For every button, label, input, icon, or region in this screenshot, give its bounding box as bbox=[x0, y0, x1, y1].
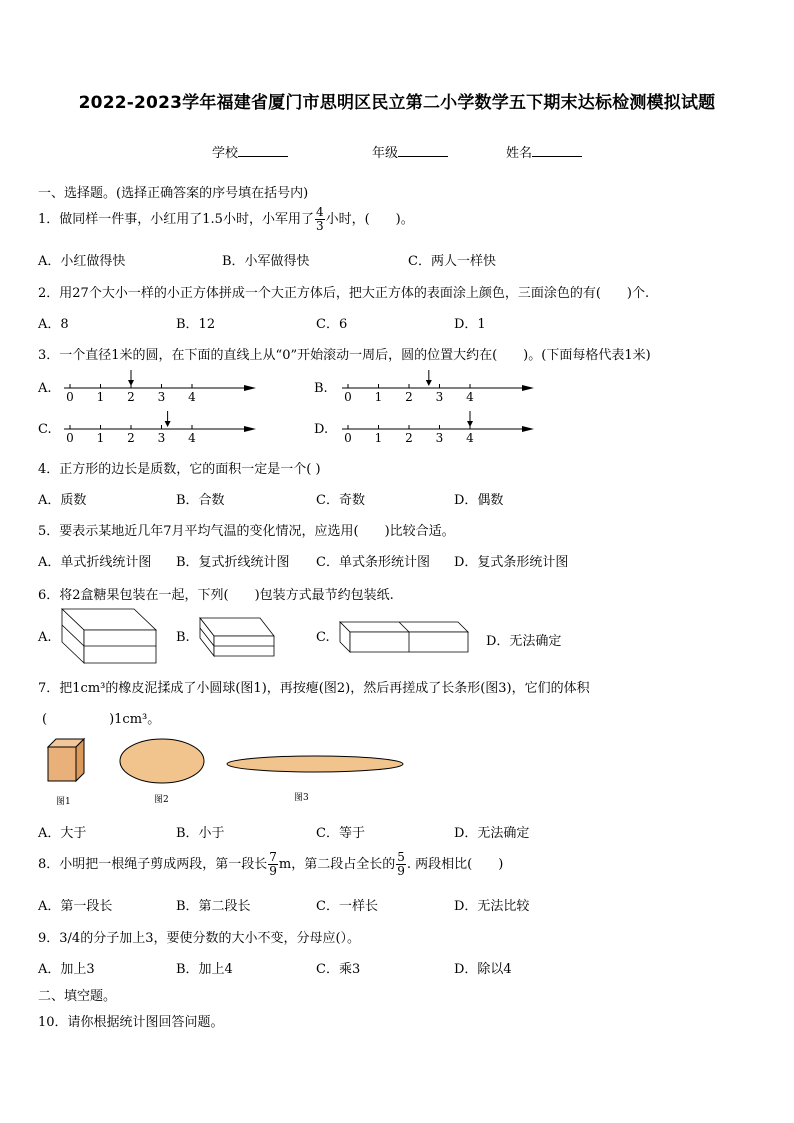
q8-text-post: . 两段相比( ) bbox=[406, 857, 504, 872]
question-3: 3．一个直径1米的圆，在下面的直线上从“0”开始滚动一周后，圆的位置大约在( )。(下面每格代表1米) bbox=[38, 348, 651, 363]
q6-box-a-figure bbox=[58, 608, 158, 666]
tick-label: 4 bbox=[188, 390, 196, 404]
tick-label: 4 bbox=[466, 390, 474, 404]
question-8 bbox=[38, 851, 503, 879]
tick-label: 0 bbox=[66, 431, 74, 445]
grade-field bbox=[372, 142, 448, 161]
q1-option-a: A．小红做得快 bbox=[38, 254, 126, 269]
question-7: 7．把1cm³的橡皮泥揉成了小圆球(图1)，再按瘪(图2)，然后再搓成了长条形(图3)，它们的体积 bbox=[38, 681, 590, 696]
q8-frac2-num: 5 bbox=[397, 850, 405, 864]
q5-option-b: B．复式折线统计图 bbox=[176, 555, 290, 570]
grade-label: 年级 bbox=[372, 146, 399, 161]
axis-arrowhead bbox=[522, 385, 534, 391]
q7-cube-figure bbox=[44, 737, 86, 783]
q8-option-d: D．无法比较 bbox=[454, 899, 530, 914]
q7-text-post: )1cm³。 bbox=[109, 712, 161, 727]
q3-number-line-c bbox=[64, 409, 264, 445]
q7-option-d: D．无法确定 bbox=[454, 826, 530, 841]
q2-option-b: B．12 bbox=[176, 317, 216, 332]
q8-option-a: A．第一段长 bbox=[38, 899, 113, 914]
tick-label: 1 bbox=[96, 390, 105, 404]
axis-arrowhead bbox=[244, 426, 256, 432]
q7-line-2 bbox=[42, 708, 160, 727]
tick-label: 2 bbox=[405, 431, 413, 445]
section-2-heading: 二、填空题。 bbox=[38, 989, 117, 1004]
q7-flattened-figure bbox=[118, 737, 206, 785]
question-1 bbox=[38, 206, 414, 234]
question-10: 10．请你根据统计图回答问题。 bbox=[38, 1015, 224, 1030]
q9-option-b: B．加上4 bbox=[176, 962, 233, 977]
question-2: 2．用27个大小一样的小正方体拼成一个大正方体后，把大正方体的表面涂上颜色，三面涂色的有( )个. bbox=[38, 286, 650, 301]
position-arrow-head bbox=[426, 380, 432, 386]
tick-label: 3 bbox=[157, 431, 166, 445]
school-label: 学校 bbox=[212, 146, 239, 161]
q1-text-pre: 1．做同样一件事，小红用了1.5小时，小军用了 bbox=[38, 212, 314, 227]
question-9: 9．3/4的分子加上3，要使分数的大小不变，分母应(）。 bbox=[38, 931, 361, 946]
q7-option-a: A．大于 bbox=[38, 826, 87, 841]
q8-text-pre: 8．小明把一根绳子剪成两段，第一段长 bbox=[38, 857, 268, 872]
axis-arrowhead bbox=[522, 426, 534, 432]
q6-option-a: A. bbox=[38, 630, 52, 645]
q6-option-c: C. bbox=[316, 630, 330, 645]
q6-box-b-figure bbox=[198, 616, 278, 658]
q1-text-post: 小时，( )。 bbox=[325, 212, 414, 227]
q6-option-d: D．无法确定 bbox=[486, 634, 562, 649]
q3-option-b-label: B. bbox=[314, 381, 328, 396]
q8-frac1-den: 9 bbox=[269, 864, 277, 878]
q7-option-c: C．等于 bbox=[316, 826, 365, 841]
tick-label: 1 bbox=[96, 431, 105, 445]
question-6: 6．将2盒糖果包装在一起，下列( )包装方式最节约包装纸. bbox=[38, 588, 394, 603]
tick-label: 0 bbox=[66, 390, 74, 404]
question-4: 4．正方形的边长是质数，它的面积一定是一个( ) bbox=[38, 462, 321, 477]
tick-label: 3 bbox=[157, 390, 166, 404]
q6-option-b: B. bbox=[176, 630, 190, 645]
tick-label: 2 bbox=[127, 390, 135, 404]
q4-option-a: A．质数 bbox=[38, 493, 87, 508]
school-field bbox=[212, 142, 288, 161]
q7-option-b: B．小于 bbox=[176, 826, 225, 841]
question-5: 5．要表示某地近几年7月平均气温的变化情况，应选用( )比较合适。 bbox=[38, 524, 455, 539]
q6-box-c-figure bbox=[338, 620, 470, 654]
q4-option-c: C．奇数 bbox=[316, 493, 365, 508]
q8-frac1-num: 7 bbox=[269, 850, 277, 864]
q1-fraction bbox=[315, 206, 325, 233]
q7-fig1-caption: 图1 bbox=[56, 797, 71, 807]
q4-option-b: B．合数 bbox=[176, 493, 225, 508]
q1-frac-den: 3 bbox=[315, 219, 324, 233]
q8-fraction-2 bbox=[396, 851, 406, 878]
q1-option-b: B．小军做得快 bbox=[222, 254, 310, 269]
q3-option-c-label: C. bbox=[38, 422, 52, 437]
q8-frac2-den: 9 bbox=[397, 864, 405, 878]
tick-label: 4 bbox=[466, 431, 474, 445]
tick-label: 4 bbox=[188, 431, 196, 445]
q2-option-d: D．1 bbox=[454, 317, 486, 332]
q3-number-line-a bbox=[64, 368, 264, 404]
q7-fig3-caption: 图3 bbox=[294, 793, 309, 803]
name-label: 姓名 bbox=[506, 146, 533, 161]
q7-bracket-open: ( bbox=[42, 712, 48, 727]
position-arrow-head bbox=[128, 380, 134, 386]
position-arrow-head bbox=[165, 421, 171, 427]
q7-long-strip-figure bbox=[226, 754, 404, 774]
q5-option-c: C．单式条形统计图 bbox=[316, 555, 430, 570]
q8-option-c: C．一样长 bbox=[316, 899, 378, 914]
tick-label: 1 bbox=[374, 390, 383, 404]
position-arrow-head bbox=[467, 421, 473, 427]
q3-number-line-d bbox=[342, 409, 542, 445]
q1-option-c: C．两人一样快 bbox=[408, 254, 496, 269]
name-field bbox=[506, 142, 582, 161]
q8-option-b: B．第二段长 bbox=[176, 899, 251, 914]
q5-option-a: A．单式折线统计图 bbox=[38, 555, 152, 570]
q9-option-a: A．加上3 bbox=[38, 962, 95, 977]
q3-option-a-label: A. bbox=[38, 381, 52, 396]
q9-option-c: C．乘3 bbox=[316, 962, 361, 977]
q2-option-a: A．8 bbox=[38, 317, 69, 332]
q5-option-d: D．复式条形统计图 bbox=[454, 555, 569, 570]
section-1-heading: 一、选择题。(选择正确答案的序号填在括号内) bbox=[38, 186, 309, 201]
q7-fig2-caption: 图2 bbox=[154, 795, 169, 805]
q9-option-d: D．除以4 bbox=[454, 962, 512, 977]
tick-label: 1 bbox=[374, 431, 383, 445]
tick-label: 3 bbox=[435, 390, 444, 404]
q2-option-c: C．6 bbox=[316, 317, 348, 332]
tick-label: 0 bbox=[344, 431, 352, 445]
q4-option-d: D．偶数 bbox=[454, 493, 504, 508]
tick-label: 3 bbox=[435, 431, 444, 445]
q3-option-d-label: D. bbox=[314, 422, 329, 437]
tick-label: 2 bbox=[127, 431, 135, 445]
tick-label: 0 bbox=[344, 390, 352, 404]
axis-arrowhead bbox=[244, 385, 256, 391]
tick-label: 2 bbox=[405, 390, 413, 404]
q3-number-line-b bbox=[342, 368, 542, 404]
page-title: 2022-2023学年福建省厦门市思明区民立第二小学数学五下期末达标检测模拟试题 bbox=[78, 93, 716, 113]
q1-frac-num: 4 bbox=[315, 205, 324, 219]
q8-fraction-1 bbox=[268, 851, 278, 878]
q8-text-mid: m，第二段占全长的 bbox=[278, 857, 396, 872]
